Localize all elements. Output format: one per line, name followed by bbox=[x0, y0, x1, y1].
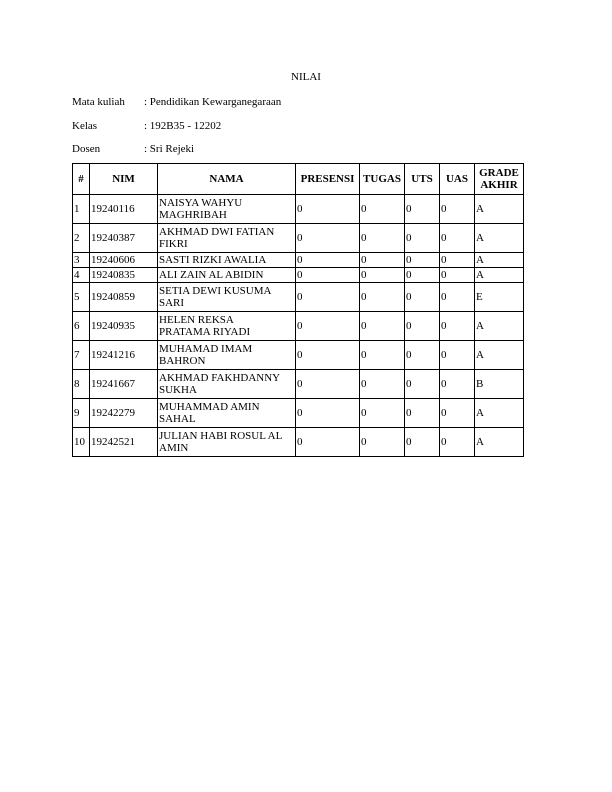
class-info-row bbox=[72, 120, 221, 132]
cell-presensi: 0 bbox=[296, 253, 360, 268]
header-grade-akhir bbox=[475, 164, 524, 195]
page-title: NILAI bbox=[291, 71, 321, 83]
cell-nama-line1: MUHAMMAD AMIN bbox=[159, 401, 260, 413]
cell-uas: 0 bbox=[440, 312, 475, 341]
table-header-row bbox=[73, 164, 524, 195]
cell-nama-line1: NAISYA WAHYU bbox=[159, 197, 243, 209]
cell-grade: A bbox=[475, 312, 524, 341]
cell-nama-line1: AKHMAD DWI FATIAN bbox=[159, 226, 275, 238]
cell-nim: 19240606 bbox=[90, 253, 158, 268]
cell-no: 2 bbox=[73, 224, 90, 253]
cell-uas: 0 bbox=[440, 428, 475, 457]
cell-presensi: 0 bbox=[296, 283, 360, 312]
cell-nama bbox=[158, 370, 296, 399]
cell-nim: 19240859 bbox=[90, 283, 158, 312]
cell-grade: A bbox=[475, 399, 524, 428]
cell-grade: A bbox=[475, 224, 524, 253]
header-grade-line2: AKHIR bbox=[480, 179, 518, 191]
cell-nama: SASTI RIZKI AWALIA bbox=[158, 253, 296, 268]
cell-presensi: 0 bbox=[296, 428, 360, 457]
cell-uas: 0 bbox=[440, 268, 475, 283]
header-grade-line1: GRADE bbox=[479, 167, 519, 179]
cell-nama bbox=[158, 224, 296, 253]
cell-nim: 19241667 bbox=[90, 370, 158, 399]
cell-nama-line2: SUKHA bbox=[159, 384, 197, 396]
cell-no: 4 bbox=[73, 268, 90, 283]
cell-nim: 19240116 bbox=[90, 195, 158, 224]
cell-nama-line2: AMIN bbox=[159, 442, 189, 454]
cell-presensi: 0 bbox=[296, 268, 360, 283]
cell-tugas: 0 bbox=[360, 341, 405, 370]
cell-tugas: 0 bbox=[360, 195, 405, 224]
cell-nama-line2: SARI bbox=[159, 297, 185, 309]
cell-grade: B bbox=[475, 370, 524, 399]
cell-uas: 0 bbox=[440, 341, 475, 370]
lecturer-info-row bbox=[72, 143, 194, 155]
cell-tugas: 0 bbox=[360, 428, 405, 457]
cell-nim: 19240387 bbox=[90, 224, 158, 253]
table-row bbox=[73, 195, 524, 224]
cell-grade: A bbox=[475, 195, 524, 224]
cell-nama bbox=[158, 195, 296, 224]
cell-grade: A bbox=[475, 341, 524, 370]
cell-uts: 0 bbox=[405, 399, 440, 428]
course-label: Mata kuliah bbox=[72, 96, 125, 108]
cell-uts: 0 bbox=[405, 224, 440, 253]
cell-nama-line2: SAHAL bbox=[159, 413, 196, 425]
table-row bbox=[73, 312, 524, 341]
cell-nama bbox=[158, 341, 296, 370]
cell-uas: 0 bbox=[440, 399, 475, 428]
cell-presensi: 0 bbox=[296, 399, 360, 428]
cell-nama-line1: HELEN REKSA bbox=[159, 314, 234, 326]
table-row bbox=[73, 370, 524, 399]
cell-nama bbox=[158, 399, 296, 428]
cell-nim: 19240935 bbox=[90, 312, 158, 341]
cell-nama bbox=[158, 428, 296, 457]
cell-uts: 0 bbox=[405, 341, 440, 370]
cell-nama bbox=[158, 312, 296, 341]
cell-nim: 19241216 bbox=[90, 341, 158, 370]
cell-tugas: 0 bbox=[360, 399, 405, 428]
table-row bbox=[73, 428, 524, 457]
cell-uts: 0 bbox=[405, 268, 440, 283]
cell-uas: 0 bbox=[440, 253, 475, 268]
cell-no: 9 bbox=[73, 399, 90, 428]
cell-no: 8 bbox=[73, 370, 90, 399]
cell-tugas: 0 bbox=[360, 370, 405, 399]
lecturer-label: Dosen bbox=[72, 143, 101, 155]
cell-nama bbox=[158, 283, 296, 312]
cell-tugas: 0 bbox=[360, 224, 405, 253]
cell-no: 5 bbox=[73, 283, 90, 312]
cell-nim: 19240835 bbox=[90, 268, 158, 283]
grades-table bbox=[72, 163, 524, 457]
lecturer-value: : Sri Rejeki bbox=[144, 143, 195, 155]
table-row bbox=[73, 253, 524, 268]
cell-nama-line1: AKHMAD FAKHDANNY bbox=[159, 372, 281, 384]
class-value: : 192B35 - 12202 bbox=[144, 120, 222, 132]
header-uts: UTS bbox=[405, 164, 440, 195]
cell-presensi: 0 bbox=[296, 370, 360, 399]
cell-uts: 0 bbox=[405, 253, 440, 268]
cell-uts: 0 bbox=[405, 370, 440, 399]
header-no: # bbox=[73, 164, 90, 195]
cell-nama-line2: FIKRI bbox=[159, 238, 188, 250]
cell-nama: ALI ZAIN AL ABIDIN bbox=[158, 268, 296, 283]
cell-nama-line1: SETIA DEWI KUSUMA bbox=[159, 285, 272, 297]
cell-tugas: 0 bbox=[360, 268, 405, 283]
table-row bbox=[73, 224, 524, 253]
cell-nim: 19242521 bbox=[90, 428, 158, 457]
cell-nama-line2: MAGHRIBAH bbox=[159, 209, 227, 221]
cell-no: 1 bbox=[73, 195, 90, 224]
cell-grade: A bbox=[475, 268, 524, 283]
cell-tugas: 0 bbox=[360, 283, 405, 312]
cell-nim: 19242279 bbox=[90, 399, 158, 428]
cell-uas: 0 bbox=[440, 224, 475, 253]
cell-presensi: 0 bbox=[296, 224, 360, 253]
course-info-row bbox=[72, 96, 281, 108]
table-row bbox=[73, 341, 524, 370]
cell-uas: 0 bbox=[440, 370, 475, 399]
table-row bbox=[73, 283, 524, 312]
cell-nama-line2: BAHRON bbox=[159, 355, 206, 367]
header-nama: NAMA bbox=[158, 164, 296, 195]
cell-uts: 0 bbox=[405, 312, 440, 341]
cell-nama-line1: MUHAMAD IMAM bbox=[159, 343, 253, 355]
cell-no: 6 bbox=[73, 312, 90, 341]
cell-uts: 0 bbox=[405, 428, 440, 457]
class-label: Kelas bbox=[72, 120, 98, 132]
header-presensi: PRESENSI bbox=[296, 164, 360, 195]
cell-tugas: 0 bbox=[360, 312, 405, 341]
cell-grade: A bbox=[475, 253, 524, 268]
cell-no: 10 bbox=[73, 428, 90, 457]
cell-presensi: 0 bbox=[296, 312, 360, 341]
cell-uas: 0 bbox=[440, 283, 475, 312]
header-tugas: TUGAS bbox=[360, 164, 405, 195]
cell-no: 3 bbox=[73, 253, 90, 268]
cell-nama-line1: JULIAN HABI ROSUL AL bbox=[159, 430, 283, 442]
cell-grade: E bbox=[475, 283, 524, 312]
table-row bbox=[73, 399, 524, 428]
cell-presensi: 0 bbox=[296, 341, 360, 370]
header-uas: UAS bbox=[440, 164, 475, 195]
cell-presensi: 0 bbox=[296, 195, 360, 224]
table-row bbox=[73, 268, 524, 283]
cell-no: 7 bbox=[73, 341, 90, 370]
course-value: : Pendidikan Kewarganegaraan bbox=[144, 96, 282, 108]
cell-nama-line2: PRATAMA RIYADI bbox=[159, 326, 251, 338]
cell-uts: 0 bbox=[405, 283, 440, 312]
cell-uas: 0 bbox=[440, 195, 475, 224]
cell-grade: A bbox=[475, 428, 524, 457]
cell-tugas: 0 bbox=[360, 253, 405, 268]
cell-uts: 0 bbox=[405, 195, 440, 224]
header-nim: NIM bbox=[90, 164, 158, 195]
